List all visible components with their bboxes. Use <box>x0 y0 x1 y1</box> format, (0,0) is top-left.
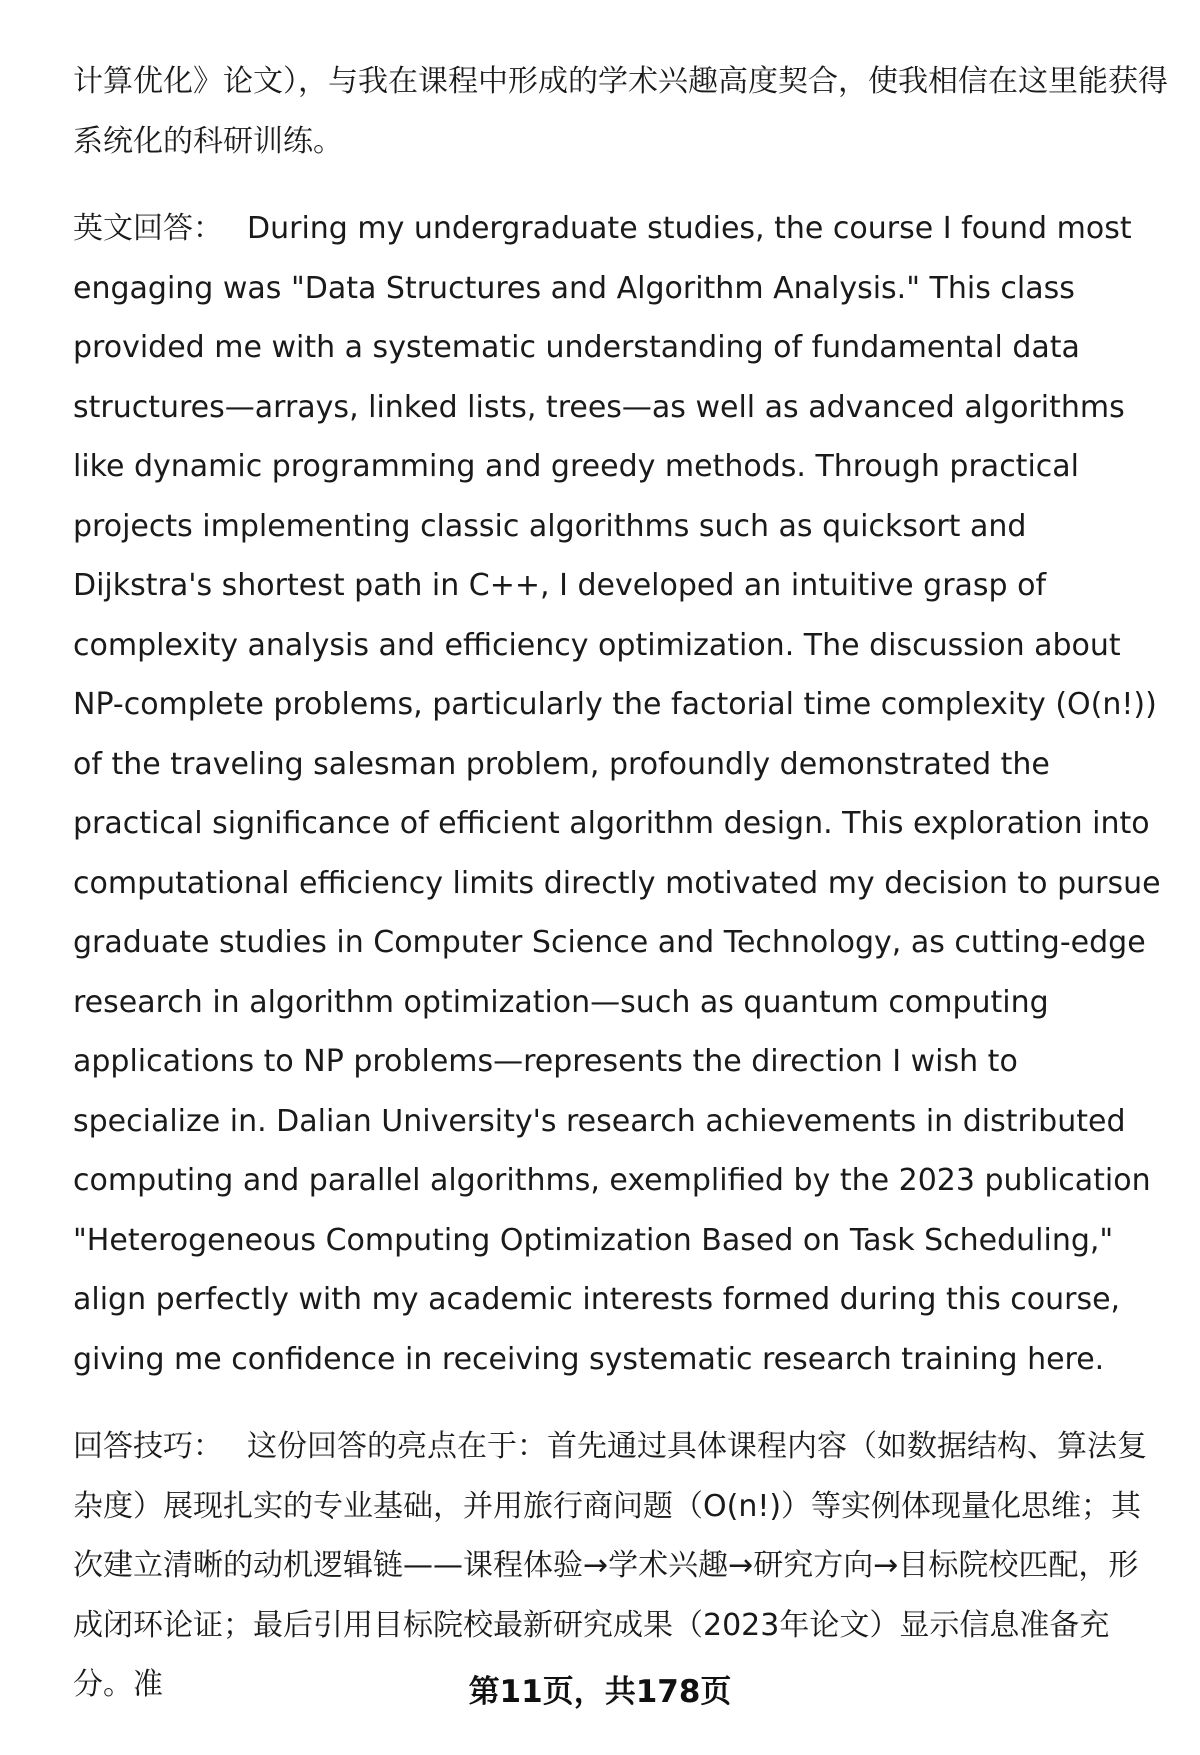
english-answer-text: During my undergraduate studies, the course I found most engaging was "Data Structures and Algorithm Analysis." This class provided me with a systematic understanding of fundamental data structures—arrays, linked lists, trees—as well as advanced algorithms like dynamic programming and greedy methods. Through practical projects implementing classic algorithms such as quicksort and Dijkstra's shortest path in C++, I developed an intuitive grasp of complexity analysis and efficiency optimization. The discussion about NP-complete problems, particularly the factorial time complexity (O(n!)) of the traveling salesman problem, profoundly demonstrated the practical significance of efficient algorithm design. This exploration into computational efficiency limits directly motivated my decision to pursue graduate studies in Computer Science and Technology, as cutting-edge research in algorithm optimization—such as quantum computing applications to NP problems—represents the direction I wish to specialize in. Dalian University's research achievements in distributed computing and parallel algorithms, exemplified by the 2023 publication "Heterogeneous Computing Optimization Based on Task Scheduling," align perfectly with my academic interests formed during this course, giving me confidence in receiving systematic research training here. <box>73 211 1161 1377</box>
answer-tips-label: 回答技巧： <box>73 1429 223 1464</box>
intro-cn-paragraph <box>73 52 1168 171</box>
english-answer-label: 英文回答： <box>73 211 223 246</box>
english-answer-paragraph <box>73 199 1168 1389</box>
document-body <box>73 52 1168 1715</box>
answer-tips-text: 这份回答的亮点在于：首先通过具体课程内容（如数据结构、算法复杂度）展现扎实的专业基础，并用旅行商问题（O(n!)）等实例体现量化思维；其次建立清晰的动机逻辑链——课程体验→学术兴趣→研究方向→目标院校匹配，形成闭环论证；最后引用目标院校最新研究成果（2023年论文）显示信息准备充分。准 <box>73 1429 1147 1702</box>
intro-cn-text: 计算优化》论文），与我在课程中形成的学术兴趣高度契合，使我相信在这里能获得系统化的科研训练。 <box>73 64 1168 159</box>
watermark: ​ <box>180 760 331 954</box>
page-number-footer: 第11页，共178页 <box>468 1674 732 1710</box>
